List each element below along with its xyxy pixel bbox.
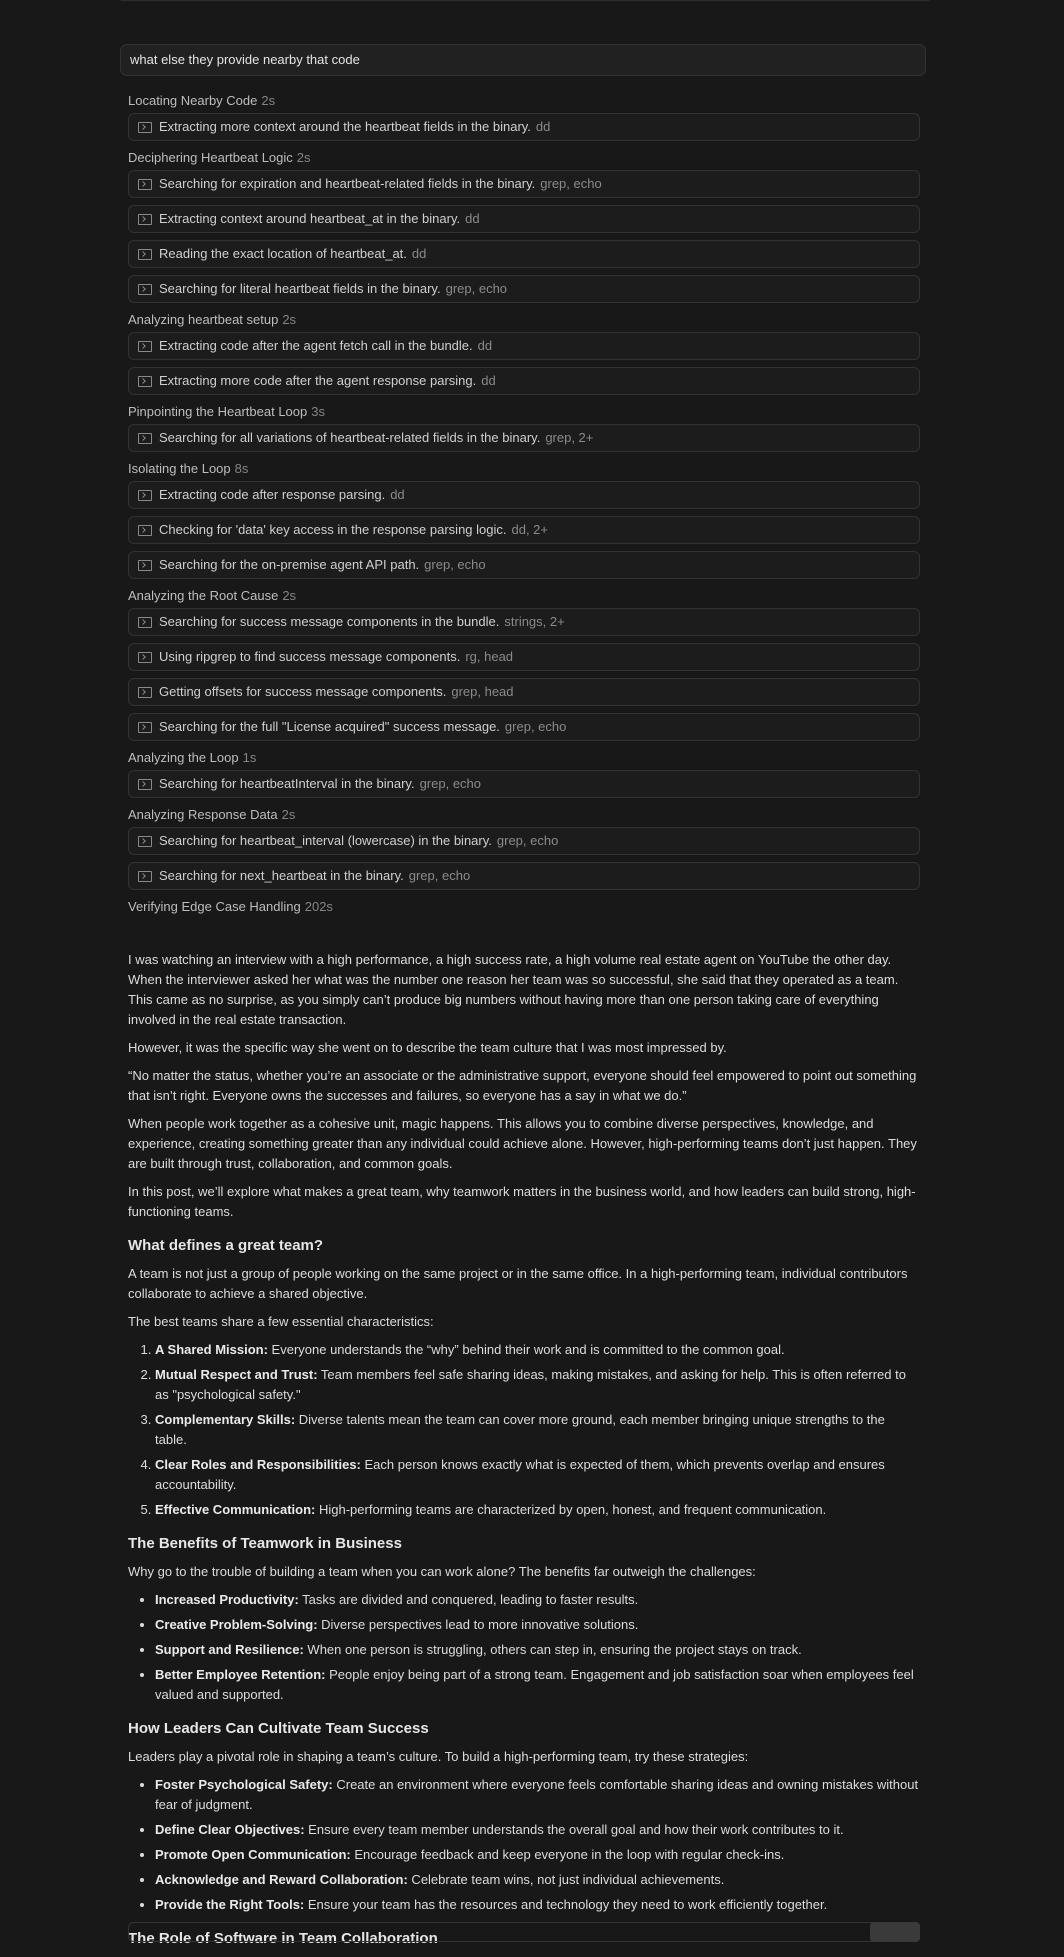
tool-step[interactable] — [128, 367, 920, 395]
tool-step[interactable] — [128, 481, 920, 509]
tool-step-text: Reading the exact location of heartbeat_at. — [159, 246, 407, 261]
terminal-icon — [138, 179, 152, 190]
user-prompt-text: what else they provide nearby that code — [130, 52, 360, 67]
step-group-label: Pinpointing the Heartbeat Loop — [128, 404, 308, 419]
tool-step-tools: dd — [477, 338, 493, 353]
terminal-icon — [138, 214, 152, 225]
tool-step[interactable] — [128, 240, 920, 268]
tool-step-tools: dd — [535, 119, 551, 134]
tool-step[interactable] — [128, 516, 920, 544]
tool-step-text: Searching for all variations of heartbeat-related fields in the binary. — [159, 430, 541, 445]
tool-step-tools: grep, echo — [496, 833, 559, 848]
tool-step-tools: dd — [481, 373, 496, 388]
terminal-icon — [138, 687, 152, 698]
step-group-title[interactable] — [128, 897, 920, 919]
terminal-icon — [138, 490, 152, 501]
terminal-icon — [138, 560, 152, 571]
paragraph: Why go to the trouble of building a team when you can work alone? The benefits far outweigh the challenges: — [128, 1564, 756, 1579]
tool-step[interactable] — [128, 827, 920, 855]
step-group-duration: 8s — [234, 461, 249, 476]
code-block-edge — [128, 1922, 920, 1942]
section-heading: The Role of Software in Team Collaboration — [128, 1930, 438, 1947]
section-heading: What defines a great team? — [128, 1237, 324, 1254]
terminal-icon — [138, 617, 152, 628]
step-group-duration: 202s — [304, 899, 333, 914]
tool-step-text: Checking for 'data' key access in the response parsing logic. — [159, 522, 507, 537]
terminal-icon — [138, 652, 152, 663]
step-group-duration: 2s — [282, 588, 297, 603]
list-item — [155, 1615, 920, 1635]
step-group-duration: 2s — [281, 807, 296, 822]
list-item-title: A Shared Mission: — [155, 1342, 268, 1357]
step-group-label: Analyzing Response Data — [128, 807, 278, 822]
list-item — [155, 1665, 920, 1705]
step-group-title[interactable] — [128, 91, 920, 113]
copy-button[interactable] — [870, 1922, 920, 1942]
tool-step-text: Searching for the on-premise agent API path. — [159, 557, 420, 572]
step-group-duration: 3s — [311, 404, 325, 419]
tool-step[interactable] — [128, 275, 920, 303]
tool-step-text: Extracting code after the agent fetch call in the bundle. — [159, 338, 473, 353]
step-group-title[interactable] — [128, 459, 920, 481]
list-item-text: Ensure your team has the resources and technology they need to work efficiently together. — [304, 1897, 828, 1912]
list-item-text: Encourage feedback and keep everyone in the loop with regular check-ins. — [350, 1847, 785, 1862]
paragraph: When people work together as a cohesive unit, magic happens. This allows you to combine diverse perspectives, knowledge, and experience, creating something greater than any individual could achieve alone. However, high-performing teams don’t just happen. They are built through trust, collaboration, and common goals. — [128, 1116, 917, 1171]
tool-step[interactable] — [128, 551, 920, 579]
section-heading: The Benefits of Teamwork in Business — [128, 1535, 402, 1552]
step-group-duration: 2s — [261, 93, 276, 108]
tool-step-text: Using ripgrep to find success message components. — [159, 649, 461, 664]
list-item-text: High-performing teams are characterized by open, honest, and frequent communication. — [315, 1502, 827, 1517]
paragraph: I was watching an interview with a high performance, a high success rate, a high volume real estate agent on YouTube the other day. When the interviewer asked her what was the number one reason her team was so successful, she said that they operated as a team. This came as no surprise, as you simply can’t produce big numbers without having more than one person taking care of everything involved in the real estate transaction. — [128, 952, 899, 1027]
tool-step-text: Extracting more code after the agent response parsing. — [159, 373, 477, 388]
tool-step-text: Searching for heartbeatInterval in the binary. — [159, 776, 415, 791]
list-item-title: Mutual Respect and Trust: — [155, 1367, 318, 1382]
response-article — [128, 950, 920, 1957]
agent-steps — [128, 91, 920, 919]
paragraph: “No matter the status, whether you’re an associate or the administrative support, everyone should feel empowered to point out something that isn’t right. Everyone owns the successes and failures, so everyone has a say in what we do.” — [128, 1068, 917, 1103]
tool-step-tools: grep, echo — [424, 557, 486, 572]
step-group-label: Deciphering Heartbeat Logic — [128, 150, 293, 165]
tool-step-tools: dd — [390, 487, 405, 502]
tool-step[interactable] — [128, 643, 920, 671]
list-item-text: Create an environment where everyone feels comfortable sharing ideas and owning mistakes without fear of judgment. — [155, 1777, 919, 1812]
tool-step-tools: grep, echo — [408, 868, 471, 883]
previous-message-edge — [120, 0, 930, 1]
terminal-icon — [138, 722, 152, 733]
list-item-text: Team members feel safe sharing ideas, making mistakes, and asking for help. This is often referred to as "psychological safety." — [155, 1367, 906, 1402]
step-group-title[interactable] — [128, 748, 920, 770]
step-group-title[interactable] — [128, 148, 920, 170]
tool-step[interactable] — [128, 862, 920, 890]
list-item-title: Clear Roles and Responsibilities: — [155, 1457, 361, 1472]
tool-step-text: Searching for success message components in the bundle. — [159, 614, 500, 629]
list-item-text: Tasks are divided and conquered, leading to faster results. — [298, 1592, 639, 1607]
list-item — [155, 1640, 920, 1660]
step-group-label: Analyzing heartbeat setup — [128, 312, 279, 327]
tool-step-tools: dd — [411, 246, 427, 261]
section-heading: How Leaders Can Cultivate Team Success — [128, 1720, 429, 1737]
article-intro — [128, 950, 920, 1222]
terminal-icon — [138, 249, 152, 260]
step-group-label: Analyzing the Root Cause — [128, 588, 279, 603]
list-item-text: Ensure every team member understands the overall goal and how their work contributes to it. — [304, 1822, 844, 1837]
tool-step-text: Searching for expiration and heartbeat-related fields in the binary. — [159, 176, 536, 191]
benefits-list — [128, 1590, 920, 1705]
list-item-text: Diverse talents mean the team can cover more ground, each member bringing unique strengths to the table. — [155, 1412, 885, 1447]
paragraph: A team is not just a group of people working on the same project or in the same office. In a high-performing team, individual contributors collaborate to achieve a shared objective. — [128, 1266, 908, 1301]
tool-step[interactable] — [128, 205, 920, 233]
list-item — [155, 1845, 920, 1865]
list-item — [155, 1365, 920, 1405]
tool-step-text: Searching for next_heartbeat in the binary. — [159, 868, 404, 883]
tool-step-text: Searching for the full "License acquired" success message. — [159, 719, 500, 734]
tool-step-text: Getting offsets for success message components. — [159, 684, 447, 699]
list-item — [155, 1410, 920, 1450]
list-item — [155, 1820, 920, 1840]
tool-step-tools: rg, head — [465, 649, 514, 664]
terminal-icon — [138, 376, 152, 387]
step-group-title[interactable] — [128, 586, 920, 608]
list-item — [155, 1775, 920, 1815]
characteristics-list — [128, 1340, 920, 1520]
step-group-label: Analyzing the Loop — [128, 750, 239, 765]
tool-step-text: Searching for heartbeat_interval (lowercase) in the binary. — [159, 833, 492, 848]
step-group-label: Locating Nearby Code — [128, 93, 258, 108]
tool-step-tools: dd, 2+ — [511, 522, 548, 537]
terminal-icon — [138, 779, 152, 790]
list-item-title: Promote Open Communication: — [155, 1847, 351, 1862]
list-item — [155, 1590, 920, 1610]
tool-step-tools: grep, echo — [445, 281, 508, 296]
step-group-duration: 2s — [282, 312, 297, 327]
tool-step-tools: grep, echo — [540, 176, 602, 191]
terminal-icon — [138, 871, 152, 882]
tool-step-text: Extracting context around heartbeat_at in the binary. — [159, 211, 461, 226]
tool-step-tools: grep, 2+ — [545, 430, 594, 445]
list-item-title: Foster Psychological Safety: — [155, 1777, 333, 1792]
step-group-title[interactable] — [128, 805, 920, 827]
tool-step[interactable] — [128, 170, 920, 198]
tool-step[interactable] — [128, 713, 920, 741]
list-item-text: Diverse perspectives lead to more innovative solutions. — [317, 1617, 639, 1632]
list-item — [155, 1340, 920, 1360]
list-item-text: Everyone understands the “why” behind their work and is committed to the common goal. — [267, 1342, 785, 1357]
tool-step-tools: strings, 2+ — [504, 614, 565, 629]
list-item — [155, 1455, 920, 1495]
tool-step[interactable] — [128, 332, 920, 360]
tool-step-text: Searching for literal heartbeat fields in the binary. — [159, 281, 441, 296]
step-group-title[interactable] — [128, 402, 920, 424]
terminal-icon — [138, 525, 152, 536]
paragraph: In this post, we’ll explore what makes a great team, why teamwork matters in the business world, and how leaders can build strong, high-functioning teams. — [128, 1184, 916, 1219]
step-group-title[interactable] — [128, 310, 920, 332]
list-item-text: When one person is struggling, others can step in, ensuring the project stays on track. — [303, 1642, 802, 1657]
strategies-list — [128, 1775, 920, 1915]
list-item-title: Creative Problem-Solving: — [155, 1617, 318, 1632]
list-item-title: Complementary Skills: — [155, 1412, 296, 1427]
tool-step-text: Extracting more context around the heartbeat fields in the binary. — [159, 119, 531, 134]
step-group-duration: 1s — [242, 750, 257, 765]
user-prompt[interactable] — [120, 44, 926, 76]
step-group-duration: 2s — [296, 150, 311, 165]
tool-step-tools: grep, echo — [504, 719, 567, 734]
list-item-title: Define Clear Objectives: — [155, 1822, 305, 1837]
list-item-title: Increased Productivity: — [155, 1592, 299, 1607]
list-item-title: Effective Communication: — [155, 1502, 316, 1517]
list-item-text: Each person knows exactly what is expected of them, which prevents overlap and ensures accountability. — [155, 1457, 885, 1492]
list-item-title: Support and Resilience: — [155, 1642, 304, 1657]
tool-step[interactable] — [128, 770, 920, 798]
terminal-icon — [138, 433, 152, 444]
list-item — [155, 1895, 920, 1915]
tool-step[interactable] — [128, 608, 920, 636]
terminal-icon — [138, 122, 152, 133]
tool-step-tools: grep, head — [451, 684, 514, 699]
tool-step[interactable] — [128, 424, 920, 452]
paragraph: However, it was the specific way she went on to describe the team culture that I was most impressed by. — [128, 1040, 727, 1055]
list-item — [155, 1500, 920, 1520]
list-item-text: People enjoy being part of a strong team. Engagement and job satisfaction soar when employees feel valued and supported. — [155, 1667, 914, 1702]
tool-step-text: Extracting code after response parsing. — [159, 487, 386, 502]
list-item-text: Celebrate team wins, not just individual achievements. — [407, 1872, 725, 1887]
step-group-label: Isolating the Loop — [128, 461, 231, 476]
list-item-title: Better Employee Retention: — [155, 1667, 326, 1682]
list-item — [155, 1870, 920, 1890]
tool-step-tools: dd — [465, 211, 480, 226]
terminal-icon — [138, 284, 152, 295]
tool-step[interactable] — [128, 678, 920, 706]
tool-step-tools: grep, echo — [419, 776, 482, 791]
paragraph: Leaders play a pivotal role in shaping a team’s culture. To build a high-performing team, try these strategies: — [128, 1749, 749, 1764]
tool-step[interactable] — [128, 113, 920, 141]
terminal-icon — [138, 836, 152, 847]
step-group-label: Verifying Edge Case Handling — [128, 899, 301, 914]
list-item-title: Acknowledge and Reward Collaboration: — [155, 1872, 408, 1887]
paragraph: The best teams share a few essential characteristics: — [128, 1314, 434, 1329]
terminal-icon — [138, 341, 152, 352]
list-item-title: Provide the Right Tools: — [155, 1897, 305, 1912]
